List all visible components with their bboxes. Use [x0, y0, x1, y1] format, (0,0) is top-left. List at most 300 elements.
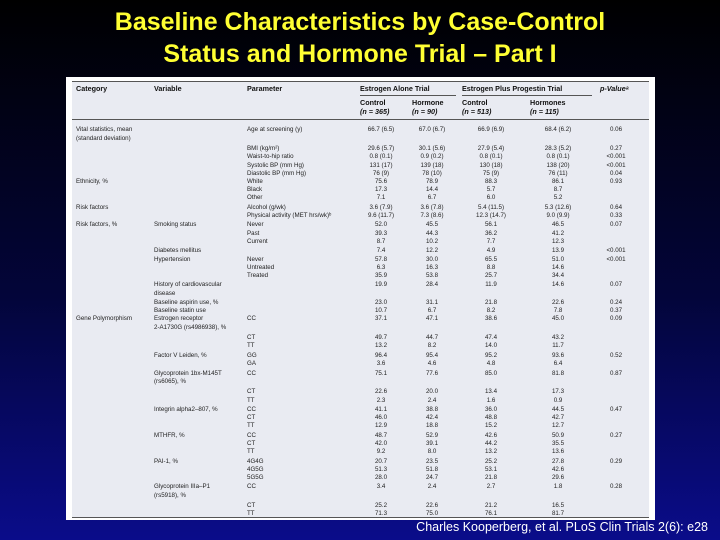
- table-row: [72, 370, 649, 378]
- cell-control-1: 7.1: [376, 194, 386, 201]
- cell-variable: MTHFR, %: [154, 432, 185, 439]
- cell-hormone-2: 27.8: [551, 458, 565, 465]
- cell-parameter: CT: [247, 440, 256, 447]
- table-row: [72, 492, 649, 500]
- cell-hormone-1: 0.9 (0.2): [420, 153, 444, 160]
- cell-hormone-2: 42.6: [551, 466, 565, 473]
- cell-category: Gene Polymorphism: [76, 315, 133, 322]
- header-parameter: Parameter: [247, 84, 283, 93]
- cell-control-1: 23.0: [374, 299, 388, 306]
- cell-parameter: Other: [247, 194, 263, 201]
- cell-control-1: 8.7: [376, 238, 386, 245]
- table-row: [72, 153, 649, 161]
- cell-control-2: 88.3: [484, 178, 498, 185]
- cell-category: (standard deviation): [76, 135, 131, 142]
- citation: Charles Kooperberg, et al. PLoS Clin Trials 2(6): e28: [416, 520, 708, 534]
- cell-pvalue: 0.27: [609, 145, 623, 152]
- cell-control-1: 75.6: [374, 178, 388, 185]
- table-row: [72, 178, 649, 186]
- table-row: [72, 264, 649, 272]
- cell-hormone-1: 4.6: [427, 360, 437, 367]
- cell-pvalue: 0.07: [609, 221, 623, 228]
- table-row: [72, 448, 649, 456]
- cell-parameter: Waist-to-hip ratio: [247, 153, 294, 160]
- cell-control-2: 5.4 (11.5): [477, 204, 505, 211]
- cell-pvalue: 0.06: [609, 126, 623, 133]
- cell-variable: Baseline statin use: [154, 307, 206, 314]
- cell-pvalue: 0.37: [609, 307, 623, 314]
- cell-hormone-1: 52.9: [425, 432, 439, 439]
- cell-control-1: 7.4: [376, 247, 386, 254]
- header-hormone-1-n: (n = 90): [412, 106, 438, 116]
- cell-hormone-2: 93.6: [551, 352, 565, 359]
- cell-hormone-1: 78 (10): [422, 170, 442, 177]
- table-row: [72, 422, 649, 430]
- header-estrogen-progestin: Estrogen Plus Progestin Trial: [462, 84, 563, 93]
- cell-control-1: 12.9: [374, 422, 388, 429]
- table-row: [72, 458, 649, 466]
- cell-variable: Factor V Leiden, %: [154, 352, 207, 359]
- cell-control-1: 10.7: [374, 307, 388, 314]
- cell-parameter: White: [247, 178, 263, 185]
- group1-underline: [360, 95, 456, 96]
- cell-parameter: CT: [247, 334, 256, 341]
- cell-hormone-2: 44.5: [551, 406, 565, 413]
- cell-pvalue: 0.27: [609, 432, 623, 439]
- cell-parameter: CC: [247, 483, 256, 490]
- table-row: [72, 299, 649, 307]
- table-row: [72, 352, 649, 360]
- cell-hormone-2: 6.4: [553, 360, 563, 367]
- cell-parameter: CT: [247, 502, 256, 509]
- cell-variable: Glycoprotein 1bx-M145T: [154, 370, 222, 377]
- cell-variable: Hypertension: [154, 256, 191, 263]
- header-control-1-n: (n = 365): [360, 106, 390, 116]
- table-row: [72, 230, 649, 238]
- cell-hormone-2: 5.3 (12.6): [544, 204, 572, 211]
- table-row: [72, 432, 649, 440]
- cell-pvalue: <0.001: [606, 162, 626, 169]
- cell-control-1: 49.7: [374, 334, 388, 341]
- cell-variable: disease: [154, 290, 176, 297]
- cell-control-1: 3.4: [376, 483, 386, 490]
- table-header-rule: [72, 119, 649, 120]
- cell-hormone-2: 9.0 (9.9): [546, 212, 570, 219]
- cell-control-1: 19.9: [374, 281, 388, 288]
- cell-control-2: 65.5: [484, 256, 498, 263]
- cell-hormone-1: 42.4: [425, 414, 439, 421]
- cell-category: Risk factors, %: [76, 221, 118, 228]
- cell-pvalue: 0.64: [609, 204, 623, 211]
- cell-control-1: 57.8: [374, 256, 388, 263]
- cell-parameter: 4G5G: [247, 466, 264, 473]
- cell-pvalue: 0.93: [609, 178, 623, 185]
- cell-hormone-2: 13.6: [551, 448, 565, 455]
- cell-hormone-2: 138 (20): [546, 162, 570, 169]
- cell-hormone-2: 12.7: [551, 422, 565, 429]
- table-row: [72, 212, 649, 220]
- cell-hormone-1: 38.8: [425, 406, 439, 413]
- title-line-2: Status and Hormone Trial – Part I: [163, 40, 557, 68]
- cell-hormone-1: 8.0: [427, 448, 437, 455]
- cell-control-1: 41.1: [374, 406, 388, 413]
- table-row: [72, 483, 649, 491]
- cell-parameter: GG: [247, 352, 257, 359]
- cell-parameter: CC: [247, 406, 256, 413]
- cell-parameter: Current: [247, 238, 268, 245]
- cell-hormone-2: 16.5: [551, 502, 565, 509]
- cell-hormone-1: 7.3 (8.6): [420, 212, 444, 219]
- cell-control-2: 76.1: [484, 510, 498, 517]
- header-variable: Variable: [154, 84, 182, 93]
- header-control-2-n: (n = 513): [462, 106, 492, 116]
- cell-hormone-1: 30.1 (5.6): [418, 145, 446, 152]
- cell-hormone-2: 1.8: [553, 483, 563, 490]
- table-row: [72, 474, 649, 482]
- header-control-2-label: Control: [462, 98, 488, 107]
- cell-hormone-2: 13.9: [551, 247, 565, 254]
- cell-variable: History of cardiovascular: [154, 281, 222, 288]
- table-row: [72, 334, 649, 342]
- cell-control-2: 42.6: [484, 432, 498, 439]
- cell-hormone-1: 47.1: [425, 315, 439, 322]
- cell-parameter: Never: [247, 221, 264, 228]
- cell-control-2: 38.6: [484, 315, 498, 322]
- cell-control-1: 28.0: [374, 474, 388, 481]
- cell-hormone-1: 44.3: [425, 230, 439, 237]
- cell-parameter: CC: [247, 432, 256, 439]
- cell-control-1: 42.0: [374, 440, 388, 447]
- header-hormone-1-label: Hormone: [412, 98, 444, 107]
- cell-hormone-1: 139 (18): [420, 162, 444, 169]
- cell-control-1: 96.4: [374, 352, 388, 359]
- cell-control-1: 0.8 (0.1): [369, 153, 393, 160]
- cell-hormone-2: 14.6: [551, 264, 565, 271]
- table-row: [72, 135, 649, 143]
- cell-control-2: 8.2: [486, 307, 496, 314]
- table-row: [72, 194, 649, 202]
- header-control-2: [462, 99, 491, 116]
- cell-hormone-1: 6.7: [427, 307, 437, 314]
- table-row: [72, 440, 649, 448]
- cell-control-1: 51.3: [374, 466, 388, 473]
- table-row: [72, 414, 649, 422]
- cell-control-1: 17.3: [374, 186, 388, 193]
- cell-parameter: CT: [247, 388, 256, 395]
- cell-control-1: 52.0: [374, 221, 388, 228]
- cell-control-1: 131 (17): [369, 162, 393, 169]
- cell-pvalue: 0.04: [609, 170, 623, 177]
- cell-hormone-2: 81.7: [551, 510, 565, 517]
- table-row: [72, 238, 649, 246]
- header-control-1: [360, 99, 389, 116]
- cell-control-1: 9.6 (11.7): [367, 212, 395, 219]
- cell-hormone-1: 44.7: [425, 334, 439, 341]
- cell-control-2: 36.0: [484, 406, 498, 413]
- cell-control-2: 48.8: [484, 414, 498, 421]
- cell-hormone-2: 34.4: [551, 272, 565, 279]
- cell-parameter: CC: [247, 315, 256, 322]
- table-row: [72, 256, 649, 264]
- cell-control-2: 0.8 (0.1): [479, 153, 503, 160]
- cell-parameter: CC: [247, 370, 256, 377]
- cell-variable: Diabetes mellitus: [154, 247, 202, 254]
- cell-control-1: 48.7: [374, 432, 388, 439]
- cell-hormone-2: 43.2: [551, 334, 565, 341]
- cell-hormone-2: 17.3: [551, 388, 565, 395]
- cell-control-2: 5.7: [486, 186, 496, 193]
- cell-hormone-2: 81.8: [551, 370, 565, 377]
- cell-parameter: Alcohol (g/wk): [247, 204, 286, 211]
- cell-control-1: 3.6: [376, 360, 386, 367]
- cell-hormone-1: 8.2: [427, 342, 437, 349]
- cell-hormone-2: 0.9: [553, 397, 563, 404]
- cell-hormone-1: 39.1: [425, 440, 439, 447]
- header-pvalue: p-Valueᵃ: [600, 84, 629, 93]
- cell-pvalue: 0.33: [609, 212, 623, 219]
- cell-pvalue: 0.28: [609, 483, 623, 490]
- cell-parameter: TT: [247, 448, 255, 455]
- cell-control-2: 27.9 (5.4): [477, 145, 505, 152]
- cell-hormone-2: 51.0: [551, 256, 565, 263]
- cell-control-2: 15.2: [484, 422, 498, 429]
- cell-parameter: BMI (kg/m²): [247, 145, 280, 152]
- table-row: [72, 406, 649, 414]
- cell-hormone-1: 22.6: [425, 502, 439, 509]
- table-row: [72, 126, 649, 134]
- cell-hormone-2: 14.6: [551, 281, 565, 288]
- cell-parameter: TT: [247, 510, 255, 517]
- cell-pvalue: 0.24: [609, 299, 623, 306]
- table-top-rule: [72, 81, 649, 82]
- header-hormone-2: [530, 99, 566, 116]
- cell-control-2: 6.0: [486, 194, 496, 201]
- header-hormone-2-n: (n = 115): [530, 106, 559, 116]
- table-row: [72, 388, 649, 396]
- cell-hormone-2: 12.3: [551, 238, 565, 245]
- cell-control-1: 35.9: [374, 272, 388, 279]
- cell-variable: Smoking status: [154, 221, 197, 228]
- cell-control-1: 39.3: [374, 230, 388, 237]
- cell-hormone-1: 23.5: [425, 458, 439, 465]
- cell-variable: 2-A1730G (rs4986938), %: [154, 324, 227, 331]
- table-row: [72, 397, 649, 405]
- cell-hormone-2: 11.7: [552, 342, 564, 349]
- cell-hormone-1: 18.8: [425, 422, 439, 429]
- cell-hormone-1: 14.4: [425, 186, 439, 193]
- table-row: [72, 342, 649, 350]
- cell-variable: Integrin alpha2–807, %: [154, 406, 218, 413]
- header-control-1-label: Control: [360, 98, 386, 107]
- cell-control-2: 13.2: [484, 448, 498, 455]
- header-hormone-2-label: Hormones: [530, 98, 566, 107]
- cell-hormone-2: 45.0: [551, 315, 565, 322]
- cell-hormone-1: 95.4: [425, 352, 439, 359]
- cell-parameter: Age at screening (y): [247, 126, 303, 133]
- table-row: [72, 324, 649, 332]
- cell-variable: PAI-1, %: [154, 458, 178, 465]
- cell-control-1: 20.7: [374, 458, 388, 465]
- cell-control-2: 25.2: [484, 458, 498, 465]
- cell-control-2: 25.7: [484, 272, 498, 279]
- table-row: [72, 170, 649, 178]
- table-row: [72, 466, 649, 474]
- cell-category: Risk factors: [76, 204, 109, 211]
- cell-control-1: 66.7 (6.5): [367, 126, 395, 133]
- cell-parameter: 4G4G: [247, 458, 264, 465]
- cell-category: Vital statistics, mean: [76, 126, 133, 133]
- cell-parameter: Past: [247, 230, 260, 237]
- table-row: [72, 378, 649, 386]
- header-hormone-1: [412, 99, 444, 116]
- table-row: [72, 281, 649, 289]
- title-line-1: Baseline Characteristics by Case-Control: [114, 8, 606, 36]
- cell-hormone-1: 45.5: [425, 221, 439, 228]
- cell-pvalue: 0.29: [609, 458, 623, 465]
- cell-control-1: 29.6 (5.7): [367, 145, 395, 152]
- cell-hormone-1: 16.3: [425, 264, 439, 271]
- cell-control-1: 2.3: [376, 397, 386, 404]
- cell-control-2: 8.8: [486, 264, 496, 271]
- cell-hormone-1: 6.7: [427, 194, 437, 201]
- cell-parameter: Never: [247, 256, 264, 263]
- table-row: [72, 247, 649, 255]
- table-row: [72, 315, 649, 323]
- cell-control-1: 37.1: [374, 315, 388, 322]
- cell-variable: Estrogen receptor: [154, 315, 204, 322]
- cell-control-2: 21.8: [484, 299, 498, 306]
- cell-hormone-2: 28.3 (5.2): [544, 145, 572, 152]
- cell-pvalue: <0.001: [606, 153, 626, 160]
- table-row: [72, 360, 649, 368]
- baseline-table: [72, 81, 649, 518]
- table-row: [72, 272, 649, 280]
- cell-hormone-1: 24.7: [425, 474, 439, 481]
- cell-control-2: 53.1: [484, 466, 498, 473]
- cell-parameter: TT: [247, 422, 255, 429]
- cell-parameter: Diastolic BP (mm Hg): [247, 170, 307, 177]
- cell-control-2: 95.2: [484, 352, 498, 359]
- group2-underline: [462, 95, 592, 96]
- cell-control-1: 75.1: [374, 370, 388, 377]
- table-row: [72, 221, 649, 229]
- cell-control-2: 4.8: [486, 360, 496, 367]
- cell-parameter: CT: [247, 414, 256, 421]
- cell-pvalue: 0.87: [609, 370, 623, 377]
- cell-hormone-2: 0.8 (0.1): [546, 153, 570, 160]
- cell-hormone-1: 77.6: [425, 370, 439, 377]
- cell-hormone-2: 41.2: [551, 230, 565, 237]
- cell-hormone-1: 12.2: [425, 247, 439, 254]
- cell-parameter: Physical activity (MET hrs/wk)ᵇ: [247, 212, 332, 219]
- cell-control-2: 12.3 (14.7): [476, 212, 506, 219]
- cell-hormone-1: 78.9: [425, 178, 439, 185]
- cell-parameter: TT: [247, 342, 255, 349]
- cell-hormone-2: 7.8: [553, 307, 563, 314]
- cell-hormone-2: 76 (11): [548, 170, 568, 177]
- table-row: [72, 162, 649, 170]
- cell-pvalue: 0.47: [609, 406, 623, 413]
- table-row: [72, 145, 649, 153]
- table-image-panel: [66, 77, 655, 520]
- cell-variable: Glycoprotein IIIa–P1: [154, 483, 211, 490]
- cell-control-2: 47.4: [484, 334, 498, 341]
- cell-pvalue: 0.52: [609, 352, 623, 359]
- cell-control-2: 4.9: [486, 247, 496, 254]
- cell-parameter: TT: [247, 397, 255, 404]
- cell-hormone-1: 67.0 (6.7): [418, 126, 446, 133]
- cell-hormone-2: 29.6: [551, 474, 565, 481]
- cell-control-1: 71.3: [374, 510, 388, 517]
- cell-control-1: 6.3: [376, 264, 386, 271]
- cell-hormone-2: 50.9: [551, 432, 565, 439]
- cell-hormone-2: 46.5: [551, 221, 565, 228]
- cell-hormone-1: 20.0: [425, 388, 439, 395]
- cell-hormone-2: 35.5: [551, 440, 565, 447]
- cell-control-1: 25.2: [374, 502, 388, 509]
- cell-pvalue: 0.07: [609, 281, 623, 288]
- cell-control-2: 7.7: [486, 238, 496, 245]
- header-category: Category: [76, 84, 108, 93]
- cell-hormone-1: 53.8: [425, 272, 439, 279]
- cell-hormone-2: 42.7: [551, 414, 565, 421]
- table-row: [72, 186, 649, 194]
- table-row: [72, 307, 649, 315]
- cell-hormone-2: 86.1: [551, 178, 565, 185]
- cell-hormone-1: 28.4: [425, 281, 439, 288]
- cell-control-2: 21.2: [484, 502, 498, 509]
- cell-control-2: 1.6: [486, 397, 496, 404]
- cell-control-2: 13.4: [484, 388, 498, 395]
- cell-control-2: 36.2: [484, 230, 498, 237]
- header-estrogen-alone: Estrogen Alone Trial: [360, 84, 430, 93]
- cell-control-2: 85.0: [484, 370, 498, 377]
- cell-control-2: 2.7: [486, 483, 496, 490]
- cell-control-2: 44.2: [484, 440, 498, 447]
- cell-control-1: 13.2: [374, 342, 388, 349]
- cell-control-1: 3.6 (7.9): [369, 204, 393, 211]
- cell-variable: (rs5918), %: [154, 492, 186, 499]
- cell-parameter: Systolic BP (mm Hg): [247, 162, 304, 169]
- table-row: [72, 204, 649, 212]
- cell-control-1: 22.6: [374, 388, 388, 395]
- cell-control-2: 66.9 (6.9): [477, 126, 505, 133]
- cell-hormone-2: 8.7: [553, 186, 563, 193]
- cell-control-1: 9.2: [376, 448, 386, 455]
- cell-hormone-2: 5.2: [553, 194, 563, 201]
- cell-hormone-1: 30.0: [425, 256, 439, 263]
- cell-hormone-1: 75.0: [425, 510, 439, 517]
- slide-title: [0, 6, 720, 70]
- cell-control-1: 76 (9): [372, 170, 390, 177]
- cell-variable: Baseline aspirin use, %: [154, 299, 219, 306]
- cell-control-2: 14.0: [484, 342, 498, 349]
- cell-pvalue: <0.001: [606, 256, 626, 263]
- cell-control-2: 21.8: [484, 474, 498, 481]
- cell-hormone-1: 51.8: [425, 466, 439, 473]
- cell-hormone-2: 22.6: [551, 299, 565, 306]
- cell-pvalue: 0.09: [609, 315, 623, 322]
- cell-hormone-1: 3.6 (7.8): [420, 204, 444, 211]
- cell-control-2: 130 (18): [479, 162, 503, 169]
- cell-control-2: 56.1: [484, 221, 498, 228]
- cell-hormone-1: 31.1: [425, 299, 439, 306]
- cell-hormone-1: 2.4: [427, 483, 437, 490]
- cell-variable: (rs6065), %: [154, 378, 186, 385]
- cell-parameter: Untreated: [247, 264, 275, 271]
- table-row: [72, 290, 649, 298]
- cell-hormone-2: 68.4 (6.2): [544, 126, 572, 133]
